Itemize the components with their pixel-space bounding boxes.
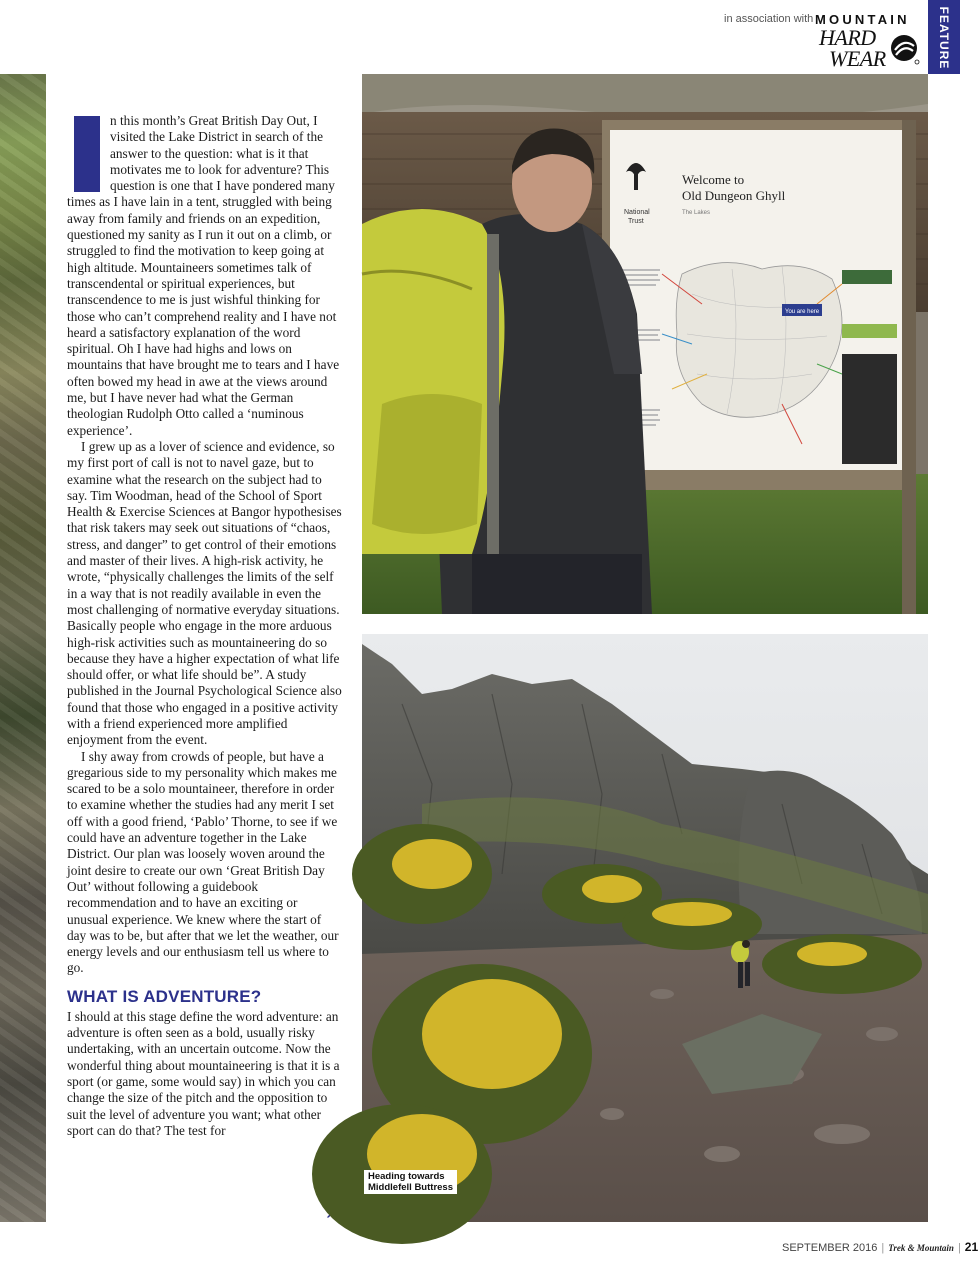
sign-title-line2: Old Dungeon Ghyll (682, 188, 786, 203)
mountain-hardwear-logo (815, 10, 923, 72)
magazine-logo-line1: Trek & (888, 1243, 915, 1253)
issue-date: SEPTEMBER 2016 (782, 1242, 878, 1254)
sign-title-line1: Welcome to (682, 172, 745, 187)
association-text: in association with (724, 13, 814, 25)
section-tab (928, 0, 960, 74)
article-paragraph: n this month’s Great British Day Out, I visited the Lake District in search of the answer to the question: what is it that motivates me to look for adventure? This question is one that I have pondered many times as I have lain in a tent, struggled with being away from family and friends on an expedition, questioned my sanity as I run it out on a climb, or struggled to find the motivation to keep going at high altitude. Mountaineers sometimes talk of transcendental or spiritual experiences, but transcendence to me is just wishful thinking for those who can’t comprehend reality and I have not heard a satisfactory explanation of the word spiritual. Oh I have had highs and lows on mountains that have brought me to tears and I have often bowed my head in awe at the views around me, but I have never had what the German theologian Rudolph Otto called a ‘numinous experience’. (67, 113, 340, 438)
article-body (67, 113, 342, 1139)
sign-you-are-here: You are here (785, 309, 820, 315)
section-tab-label: FEATURE (937, 6, 951, 70)
caption-line1: Heading towards (368, 1171, 445, 1182)
sign-subtitle: The Lakes (682, 210, 711, 216)
page-footer: SEPTEMBER 2016 | Trek & Mountain | 21 (782, 1240, 978, 1254)
subheading: WHAT IS ADVENTURE? (67, 986, 262, 1006)
left-photo-strip (0, 74, 46, 1222)
magazine-logo-line2: Mountain (916, 1243, 954, 1253)
sign-org-line2: Trust (628, 218, 644, 225)
page-number: 21 (964, 1240, 978, 1254)
brand-line-wear: WEAR (829, 46, 886, 71)
magazine-logo (888, 1243, 954, 1253)
drop-cap (74, 116, 100, 192)
brand-emblem-icon (887, 30, 921, 66)
photo-middlefell-buttress (362, 634, 928, 1222)
brand-line-mountain: MOUNTAIN (815, 12, 910, 27)
article-paragraph: I should at this stage define the word adventure: an adventure is often seen as a bold, usually risky undertaking, with an uncertain outcome. Now the wonderful thing about mountaineering is that it is a sport (or game, some would say) in which you can change the size of the pitch and the opposition to suit the level of adventure you want; what other sport can do that? The test for (67, 1008, 340, 1138)
photo-caption (364, 1170, 457, 1194)
article-paragraph: I grew up as a lover of science and evidence, so my first port of call is not to navel gaze, but to examine what the research on the subject had to say. Tim Woodman, head of the School of Sport Health & Exercise Sciences at Bangor hypothesises that risk takers may seek out situations of “chaos, stress, and danger” to get control of their emotions and master of their lives. A high-risk activity, he wrote, “physically challenges the limits of the self in a way that is not readily available in even the most challenging of normative everyday situations. Basically people who engage in the more arduous high-risk activities such as mountaineering do so because they have a higher expectation of what life should offer, or what life should be”. A study published in the Journal Psychological Science also found that those who engaged in a positive activity with a friend experienced more amplified enjoyment from the event. (67, 438, 342, 748)
article-paragraph: I shy away from crowds of people, but have a gregarious side to my personality which makes me scared to be a solo mountaineer, therefore in order to examine whether the studies had any merit I set off with a good friend, ‘Pablo’ Thorne, to see if we could have an adventure together in the Lake District. Our plan was loosely woven around the joint desire to create our own ‘Great British Day Out’ without following a guidebook recommendation and to have an exciting or unusual experience. We knew where the start of day was to be, but after that we let the weather, our energy levels and our enthusiasm tell us where to go. (67, 748, 339, 976)
sign-org-line1: National (624, 209, 650, 216)
photo-hiker-at-sign (362, 74, 928, 614)
caption-line2: Middlefell Buttress (368, 1182, 453, 1193)
brand-line-hard: HARD (819, 25, 876, 50)
